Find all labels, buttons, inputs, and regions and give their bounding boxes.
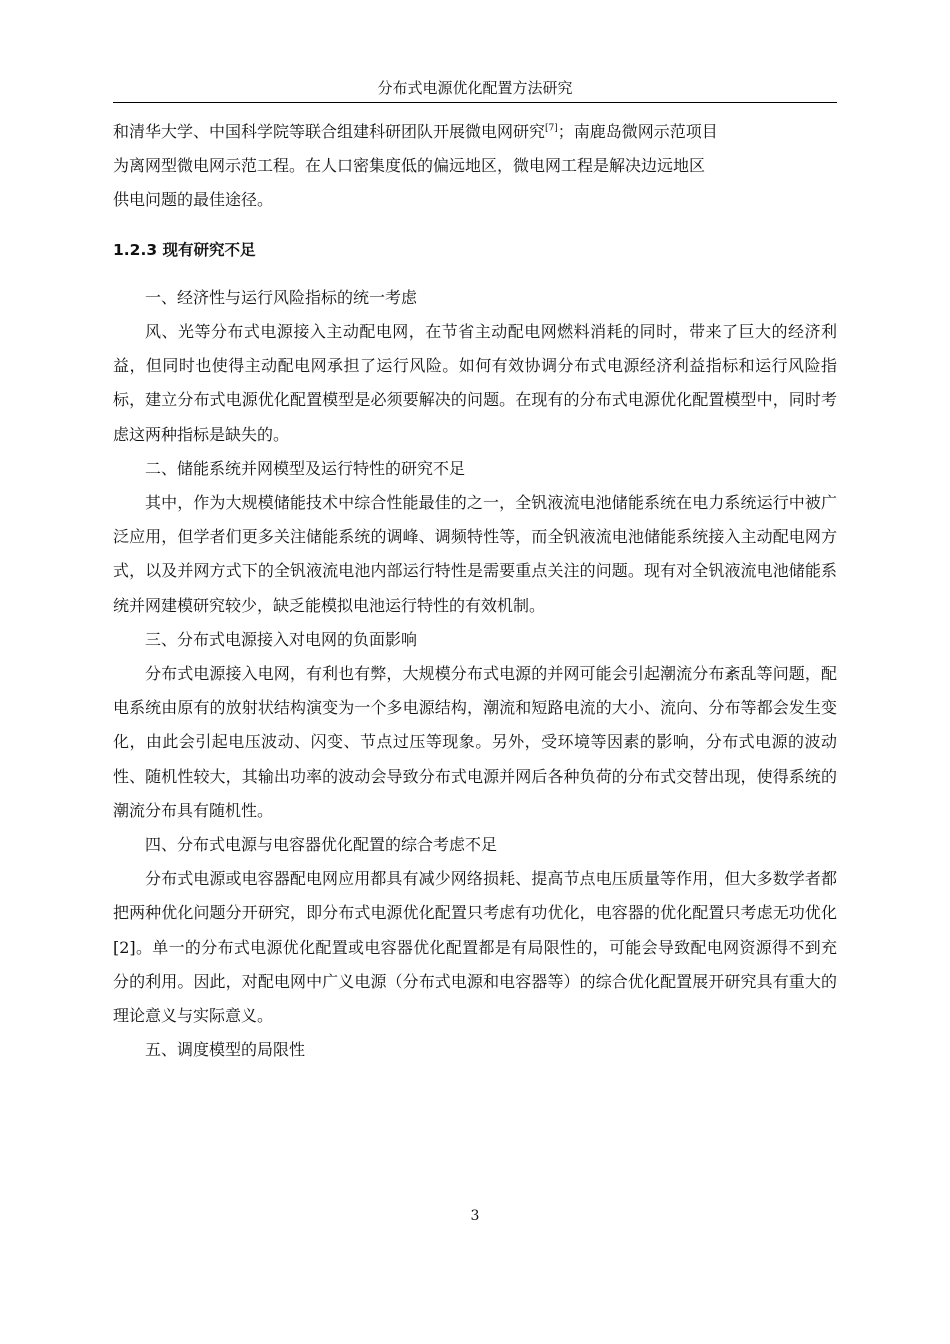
paragraph-capacitor: 分布式电源或电容器配电网应用都具有减少网络损耗、提高节点电压质量等作用，但大多数学者都把两种优化问题分开研究，即分布式电源优化配置只考虑有功优化，电容器的优化配置只考虑无功优化[2]。单一的分布式电源优化配置或电容器优化配置都是有局限性的，可能会导致配电网资源得不到充分的利用。因此，对配电网中广义电源（分布式电源和电容器等）的综合优化配置展开研究具有重大的理论意义与实际意义。 [113, 869, 837, 1026]
page-number: 3 [470, 1208, 480, 1224]
intro-line-1-text: 和清华大学、中国科学院等联合组建科研团队开展微电网研究 [113, 122, 546, 141]
intro-line-3: 供电问题的最佳途径。 [113, 190, 274, 210]
running-header: 分布式电源优化配置方法研究 [377, 79, 573, 97]
subheading-negative-impact: 三、分布式电源接入对电网的负面影响 [145, 629, 418, 649]
header-rule [113, 102, 837, 103]
subheading-economy-risk: 一、经济性与运行风险指标的统一考虑 [145, 287, 418, 307]
intro-line-1-tail: ；南鹿岛微网示范项目 [557, 122, 718, 141]
subheading-dispatch-model: 五、调度模型的局限性 [145, 1040, 306, 1060]
subheading-storage: 二、储能系统并网模型及运行特性的研究不足 [145, 458, 466, 478]
subheading-capacitor: 四、分布式电源与电容器优化配置的综合考虑不足 [145, 835, 498, 855]
paragraph-economy-risk: 风、光等分布式电源接入主动配电网，在节省主动配电网燃料消耗的同时，带来了巨大的经济利益，但同时也使得主动配电网承担了运行风险。如何有效协调分布式电源经济利益指标和运行风险指标，建立分布式电源优化配置模型是必须要解决的问题。在现有的分布式电源优化配置模型中，同时考虑这两种指标是缺失的。 [113, 322, 837, 444]
citation-7: [7] [545, 123, 558, 134]
section-heading: 1.2.3 现有研究不足 [113, 240, 256, 259]
paragraph-storage: 其中，作为大规模储能技术中综合性能最佳的之一，全钒液流电池储能系统在电力系统运行中被广泛应用，但学者们更多关注储能系统的调峰、调频特性等，而全钒液流电池储能系统接入主动配电网方式，以及并网方式下的全钒液流电池内部运行特性是需要重点关注的问题。现有对全钒液流电池储能系统并网建模研究较少，缺乏能模拟电池运行特性的有效机制。 [113, 493, 837, 615]
page-body [113, 115, 837, 1067]
intro-line-1 [113, 115, 837, 149]
paragraph-negative-impact: 分布式电源接入电网，有利也有弊，大规模分布式电源的并网可能会引起潮流分布紊乱等问题，配电系统由原有的放射状结构演变为一个多电源结构，潮流和短路电流的大小、流向、分布等都会发生变化，由此会引起电压波动、闪变、节点过压等现象。另外，受环境等因素的影响，分布式电源的波动性、随机性较大，其输出功率的波动会导致分布式电源并网后各种负荷的分布式交替出现，使得系统的潮流分布具有随机性。 [113, 664, 837, 820]
intro-line-2: 为离网型微电网示范工程。在人口密集度低的偏远地区，微电网工程是解决边远地区 [113, 156, 706, 176]
